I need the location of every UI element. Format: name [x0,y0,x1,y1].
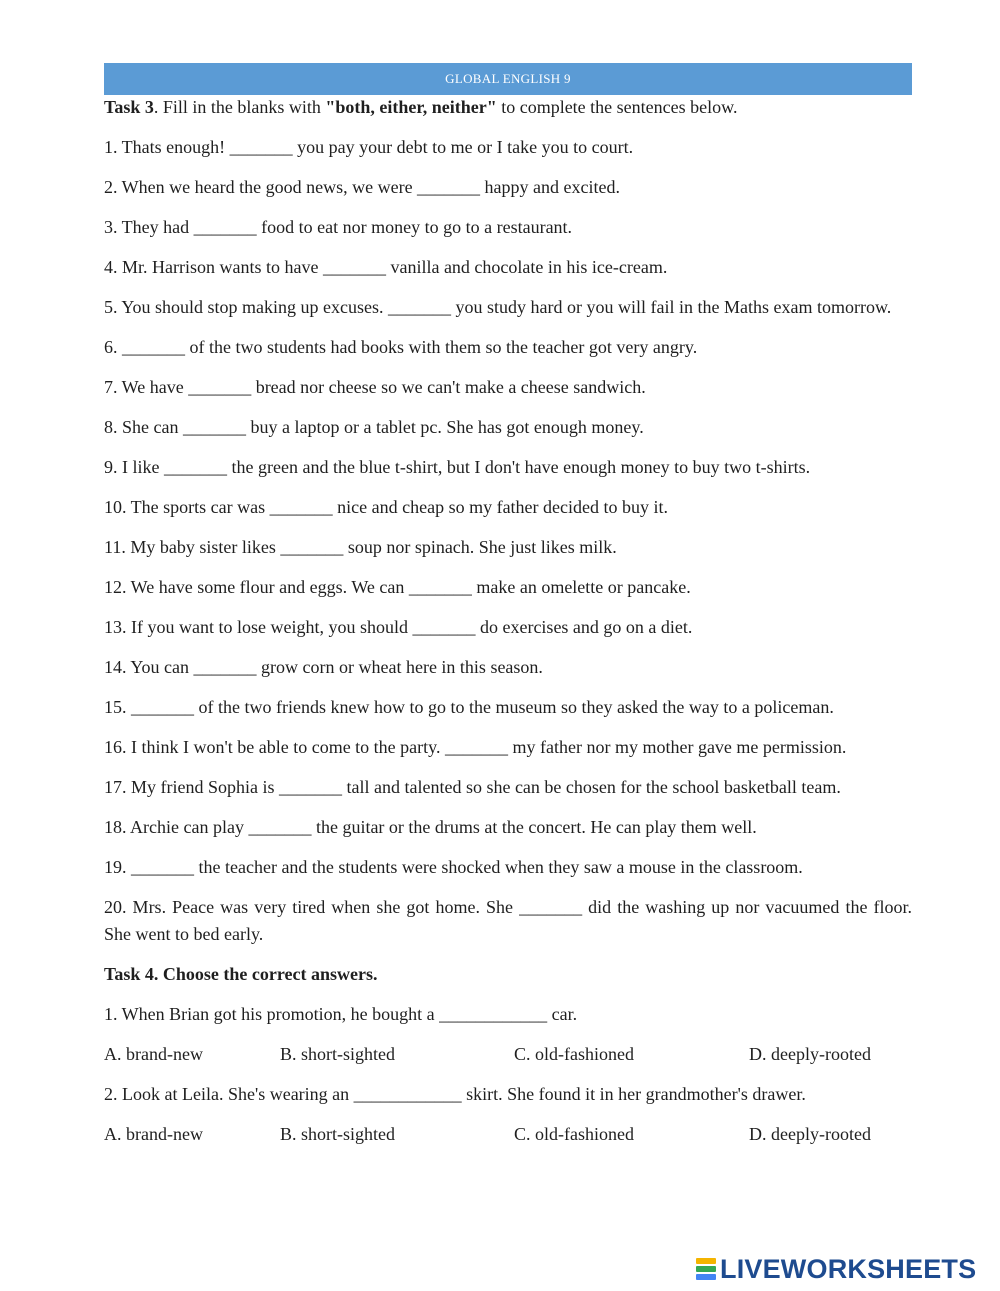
option-c: C. old-fashioned [514,1124,634,1144]
task3-question-7: 7. We have _______ bread nor cheese so we can't make a cheese sandwich. [104,377,646,397]
logo-stripe-3 [696,1274,716,1280]
task3-instruction-part2: to complete the sentences below. [496,97,738,117]
task3-question-19: 19. _______ the teacher and the students were shocked when they saw a mouse in the classroom. [104,857,803,877]
task4-question-2: 2. Look at Leila. She's wearing an ____________ skirt. She found it in her grandmother's drawer. [104,1084,806,1104]
option-d: D. deeply-rooted [749,1044,871,1064]
task3-question-15: 15. _______ of the two friends knew how to go to the museum so they asked the way to a policeman. [104,697,834,717]
option-a: A. brand-new [104,1124,203,1144]
task3-question-1: 1. Thats enough! _______ you pay your debt to me or I take you to court. [104,137,634,157]
task3-question-13: 13. If you want to lose weight, you should _______ do exercises and go on a diet. [104,617,693,637]
logo-stripe-1 [696,1258,716,1264]
option-a: A. brand-new [104,1044,203,1064]
task3-question-14: 14. You can _______ grow corn or wheat here in this season. [104,657,543,677]
task3-question-10: 10. The sports car was _______ nice and cheap so my father decided to buy it. [104,497,669,517]
task3-question-8: 8. She can _______ buy a laptop or a tablet pc. She has got enough money. [104,417,644,437]
task4-question-1: 1. When Brian got his promotion, he bought a ____________ car. [104,1004,578,1024]
option-c: C. old-fashioned [514,1044,634,1064]
task3-question-20: 20. Mrs. Peace was very tired when she got home. She _______ did the washing up nor vacuumed the floor. She went to bed early. [104,897,912,944]
task3-question-2: 2. When we heard the good news, we were _______ happy and excited. [104,177,621,197]
liveworksheets-logo [696,1254,976,1284]
task4-question-1-options [104,1041,912,1068]
header-title: GLOBAL ENGLISH 9 [445,71,571,86]
task4-question-2-options [104,1121,912,1148]
option-d: D. deeply-rooted [749,1124,871,1144]
task3-heading [104,94,912,121]
logo-stripe-2 [696,1266,716,1272]
task3-question-6: 6. _______ of the two students had books with them so the teacher got very angry. [104,337,698,357]
task3-question-17: 17. My friend Sophia is _______ tall and talented so she can be chosen for the school basketball team. [104,777,841,797]
task3-question-12: 12. We have some flour and eggs. We can _______ make an omelette or pancake. [104,577,691,597]
task3-question-9: 9. I like _______ the green and the blue t-shirt, but I don't have enough money to buy two t-shirts. [104,457,811,477]
worksheet-content [104,94,912,1148]
task3-question-16: 16. I think I won't be able to come to the party. _______ my father nor my mother gave me permission. [104,737,847,757]
task4-heading: Task 4. Choose the correct answers. [104,964,378,984]
liveworksheets-logo-icon [696,1257,716,1281]
option-b: B. short-sighted [280,1124,395,1144]
task3-question-11: 11. My baby sister likes _______ soup nor spinach. She just likes milk. [104,537,617,557]
document-header-bar [104,63,912,95]
task3-question-3: 3. They had _______ food to eat nor money to go to a restaurant. [104,217,573,237]
task3-question-5: 5. You should stop making up excuses. _______ you study hard or you will fail in the Maths exam tomorrow. [104,297,892,317]
task3-question-18: 18. Archie can play _______ the guitar or the drums at the concert. He can play them well. [104,817,757,837]
logo-text: LIVEWORKSHEETS [720,1253,977,1284]
task3-keywords: "both, either, neither" [325,97,497,117]
task3-question-4: 4. Mr. Harrison wants to have _______ vanilla and chocolate in his ice-cream. [104,257,668,277]
option-b: B. short-sighted [280,1044,395,1064]
task3-label: Task 3 [104,97,154,117]
task3-instruction-part1: . Fill in the blanks with [153,97,326,117]
